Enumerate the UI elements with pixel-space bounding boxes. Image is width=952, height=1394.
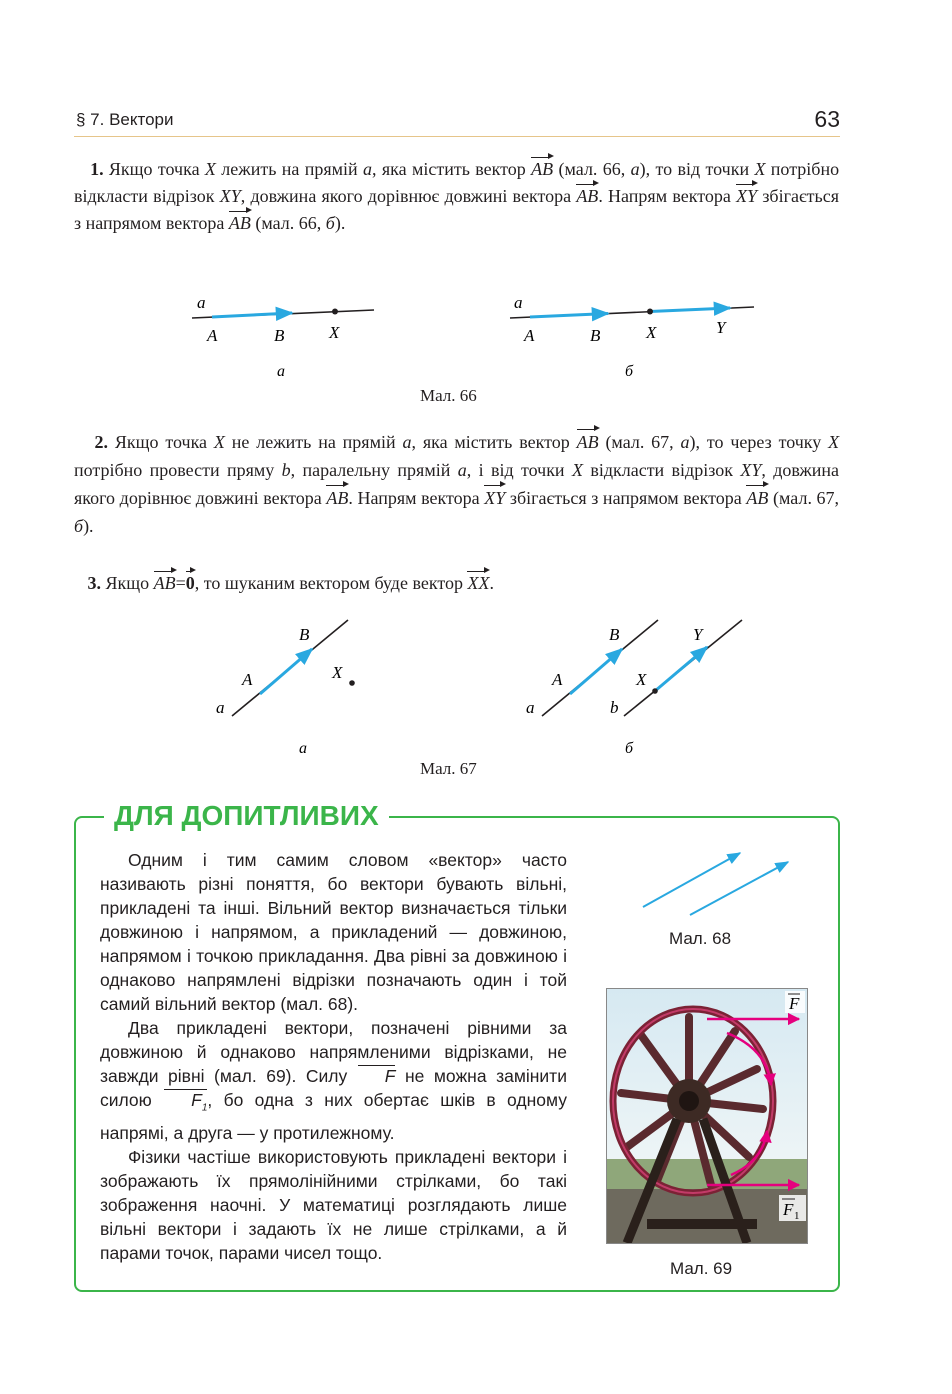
force-f: F [357,1064,396,1088]
svg-text:b: b [610,698,619,717]
item-number: 3. [87,573,101,593]
free-vector-2 [690,862,788,915]
figure-66b [510,293,754,380]
vector-ab: AB [154,570,176,597]
svg-text:б: б [625,363,634,380]
vector-ab: AB [531,156,553,183]
vector-xy-arrow [655,647,707,691]
item-number: 1. [90,159,104,179]
header-divider [74,136,840,137]
paragraph-3: 3. Якщо AB=0, то шуканим вектором буде вектор XX. [74,570,839,597]
vector-ab-arrow [530,314,608,318]
item-number: 2. [94,432,109,452]
svg-text:X: X [646,323,657,342]
vector-xy: XY [484,484,505,512]
svg-text:X: X [332,663,343,682]
zero-vector: 0 [186,570,195,597]
svg-text:a: a [197,293,206,312]
svg-text:A: A [524,326,535,345]
svg-text:F: F [783,1200,794,1219]
svg-text:X: X [636,670,647,689]
figure-67a [216,620,355,757]
figure-67b [526,620,742,757]
page-number: 63 [814,106,840,132]
figure-69-photo [606,988,808,1244]
vector-ab: AB [229,210,251,237]
svg-text:а: а [299,740,307,757]
vector-ab-arrow [260,649,312,694]
figure-66a [192,293,374,380]
force-f1: $F_1$ [163,1088,207,1121]
vector-ab: AB [576,183,598,210]
svg-text:B: B [590,326,601,345]
svg-text:a: a [216,698,225,717]
point-x [647,309,653,315]
curious-paragraph-1: Одним і тим самим словом «вектор» часто називають різні поняття, бо вектори бувають вільні, прикладені та інші. Вільний вектор визначається тільки довжиною і напрямом, а прикладений — довжиною, напрямом і точкою прикладання. Два рівні за довжиною і однаково напрямлені відрізки позначають один і той самий вільний вектор (мал. 68). [100,850,567,1014]
paragraph-2: 2. Якщо точка X не лежить на прямій a, яка містить вектор AB (мал. 67, а), то через точку X потрібно провести пряму b, паралельну прямій a, і від точки X відкласти відрізок XY, довжина якого дорівнює довжині вектора AB. Напрям вектора XY збігається з напрямом вектора AB (мал. 67, б). [74,428,839,540]
wheel-illustration [607,989,807,1243]
curious-box-title: ДЛЯ ДОПИТЛИВИХ [104,800,389,832]
svg-text:A: A [242,670,253,689]
svg-text:a: a [514,293,523,312]
svg-text:A: A [207,326,218,345]
point-x [332,309,338,315]
svg-text:Y: Y [716,318,726,337]
vector-xx: XX [467,570,489,597]
figure-66-caption: Мал. 66 [420,386,477,405]
figure-68 [630,840,810,930]
svg-text:1: 1 [794,1210,800,1222]
vector-ab-arrow [212,313,292,317]
figure-68-caption: Мал. 68 [669,929,732,948]
curious-paragraph-2: Два прикладені вектори, позначені рівними за довжиною й однаково напрямленими відрізками, не завжди рівні (мал. 69). Силу F не можна замінити силою $F_1$, бо одна з них обертає шків в одному напрямі, а друга — у протилежному. [100,1018,567,1143]
vector-xy: XY [736,183,757,210]
svg-text:a: a [526,698,535,717]
svg-text:F: F [789,994,800,1013]
point-x [652,688,658,694]
svg-text:б: б [625,740,634,757]
svg-text:B: B [609,625,620,644]
point-x [349,680,355,686]
vector-xy-arrow [650,308,730,312]
svg-text:X: X [329,323,340,342]
vector-ab: AB [577,428,599,456]
section-title: § 7. Вектори [76,110,174,129]
svg-text:Y: Y [693,625,703,644]
vector-ab-arrow [570,649,622,694]
figure-67-caption: Мал. 67 [420,759,477,778]
paragraph-1: 1. Якщо точка X лежить на прямій a, яка містить вектор AB (мал. 66, а), то від точки X потрібно відкласти відрізок XY, довжина якого дорівнює довжині вектора AB. Напрям вектора XY збігається з напрямом вектора AB (мал. 66, б). [74,156,839,237]
figure-66 [180,290,780,390]
vector-ab: AB [326,484,348,512]
curious-paragraph-3: Фізики частіше використовують прикладені вектори і зображають їх прямолінійними стрілками, бо такі зображення наочні. У математиці розглядають лише вільні вектори і задають їх не лише стрілками, а й парами точок, парами чисел тощо. [100,1146,567,1263]
svg-text:а: а [277,363,285,380]
vector-ab: AB [746,484,768,512]
free-vector-1 [643,853,740,907]
svg-text:A: A [552,670,563,689]
svg-text:B: B [274,326,285,345]
curious-text [100,848,567,1265]
figure-69-caption: Мал. 69 [670,1259,733,1278]
figure-67 [180,610,780,770]
svg-text:B: B [299,625,310,644]
